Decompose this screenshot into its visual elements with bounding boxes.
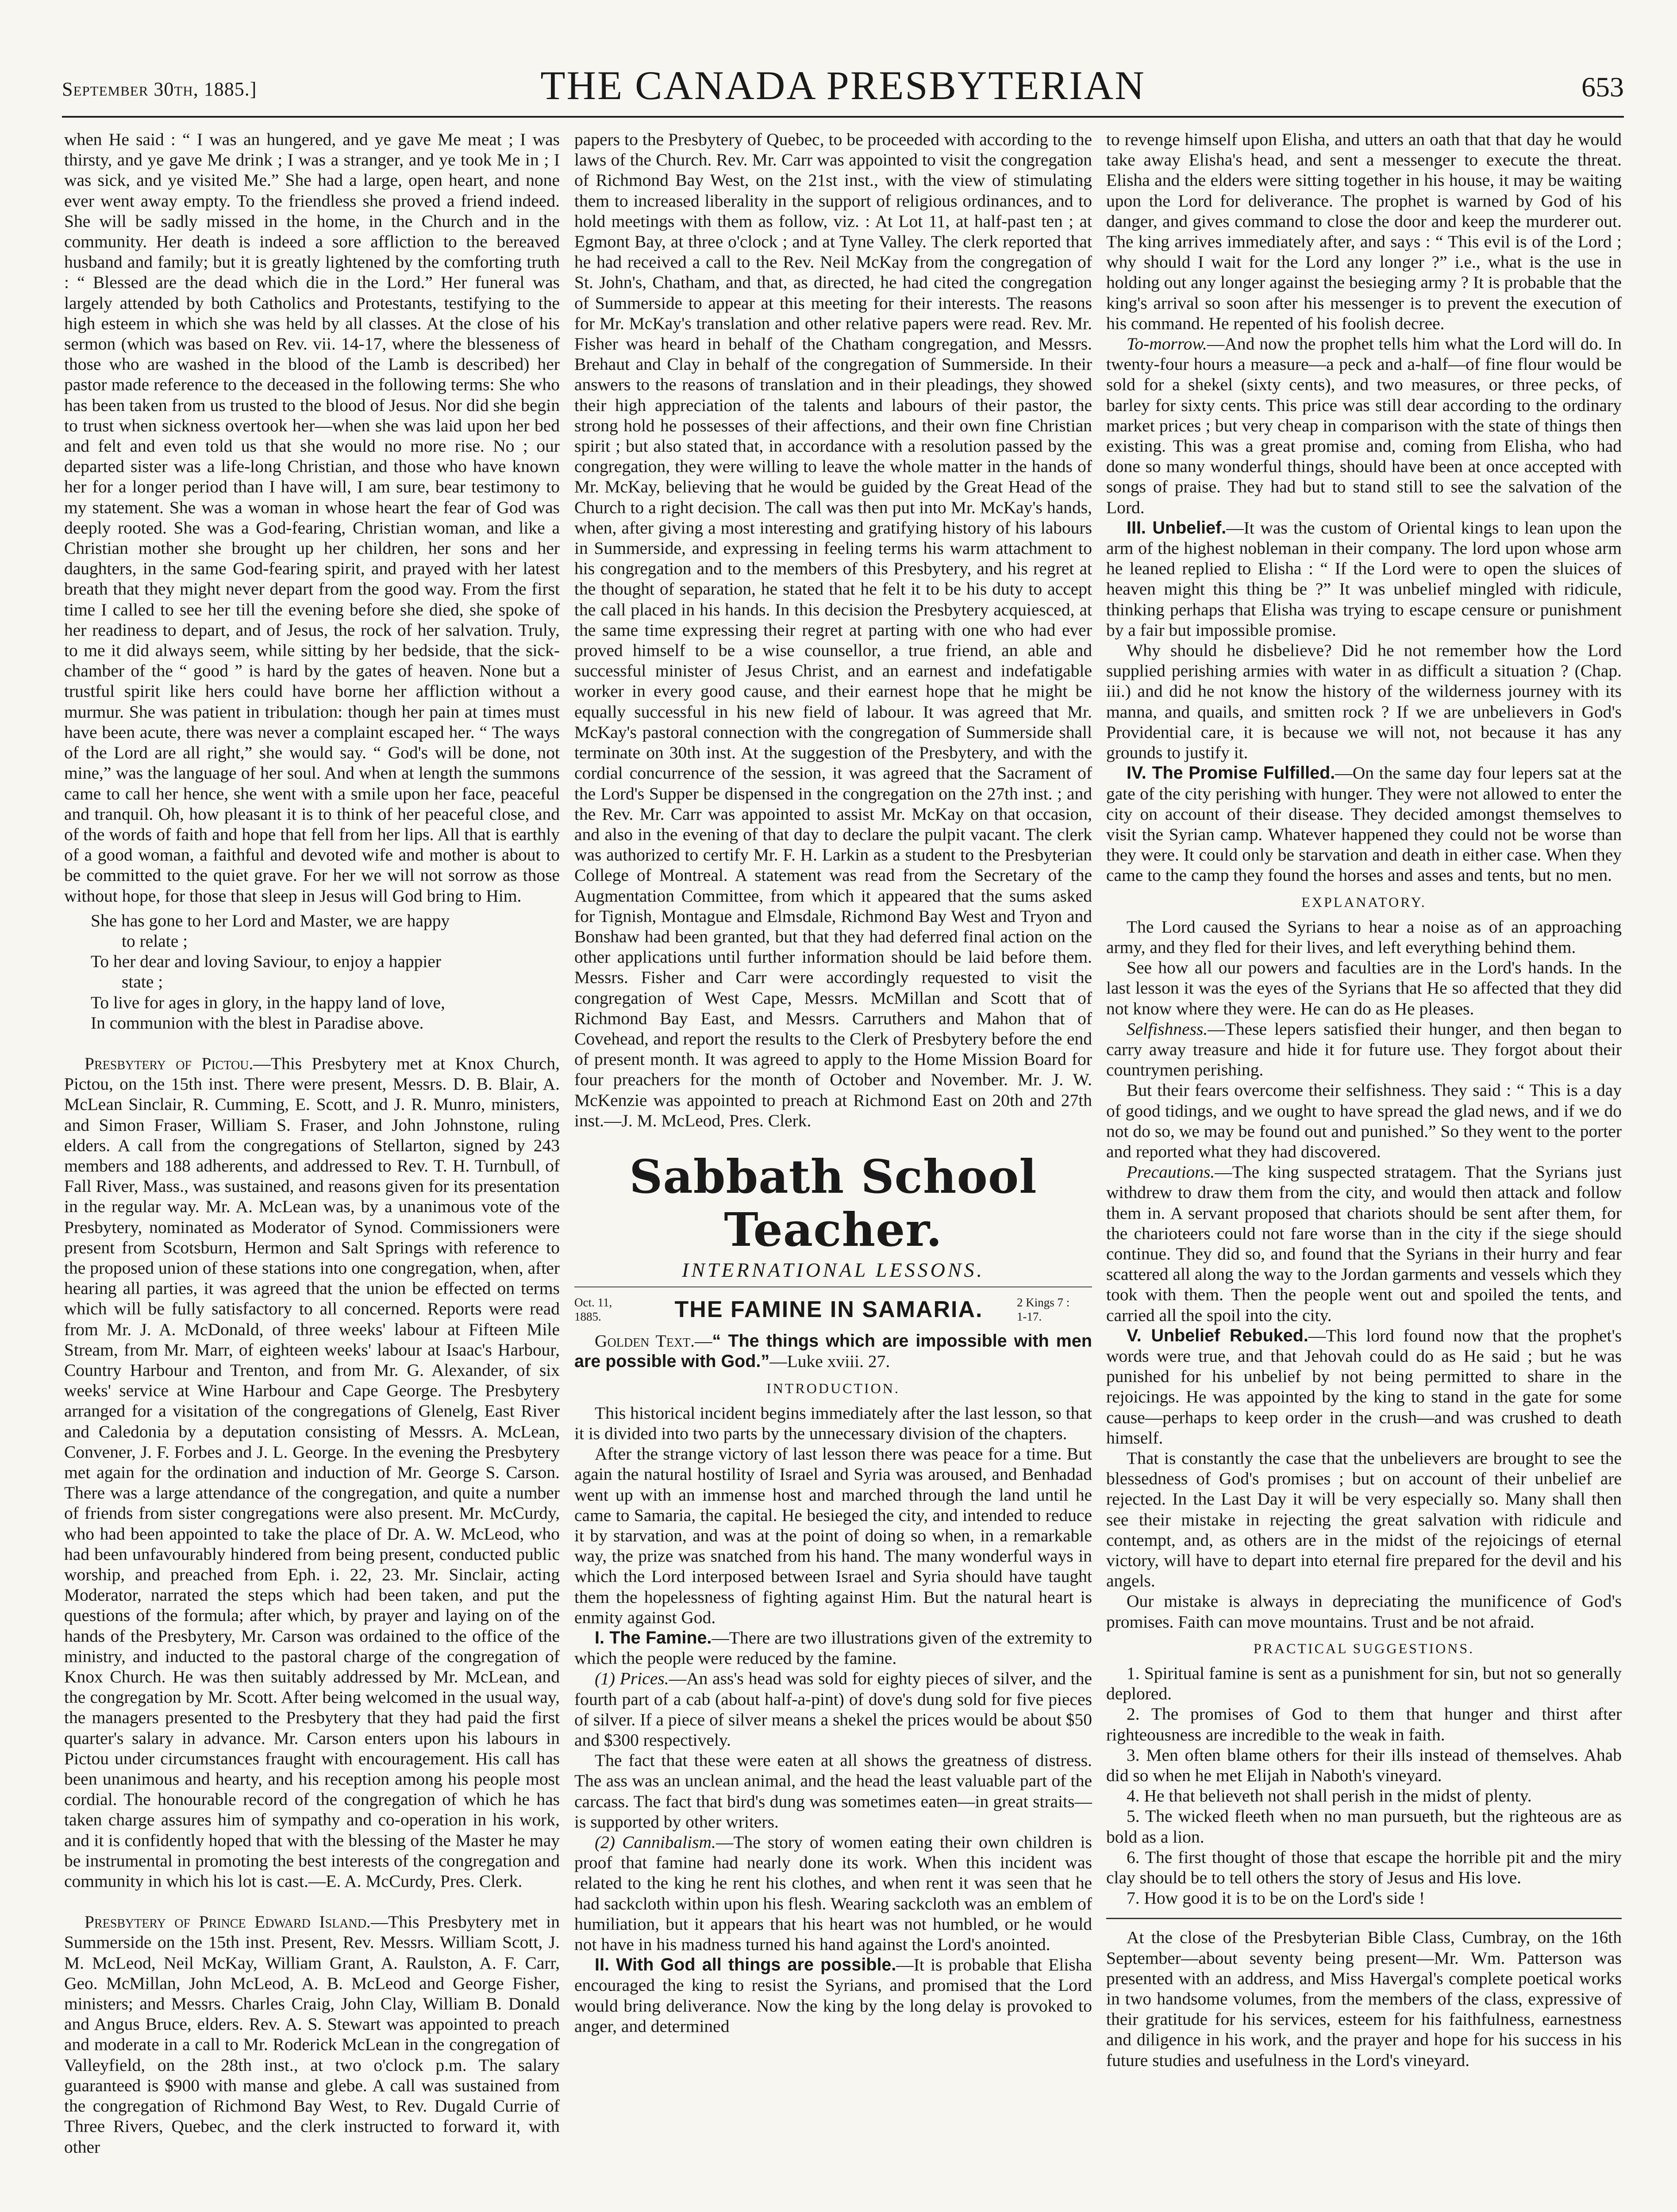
lesson-continued: to revenge himself upon Elisha, and utters an oath that that day he would take away Elisha's head, and sent a messenger to execute the threat. Elisha and the elders were sitting together in his house, it may be waiting upon the Lord for deliverance. The prophet is warned by God of his danger, and gives command to close the door and keep the murderer out. The king arrives immediately after, and says : “ This evil is of the Lord ; why should I wait for the Lord any longer ?” i.e., what is the use in holding out any longer against the besieging army ? It is probable that the king's arrival so soon after his messenger is to prevent the execution of his command. He repented of his foolish decree. — [1106, 130, 1622, 333]
explanatory-paragraph: See how all our powers and faculties are in the Lord's hands. In the last lesson it was the eyes of the Syrians that He so affected that they did not know where they were. He can do as He pleases. — [1106, 958, 1622, 1018]
memorial-poem — [64, 910, 560, 1033]
international-lessons-heading: INTERNATIONAL LESSONS. — [681, 1258, 985, 1281]
pei-heading: Presbytery of Prince Edward Island. — [85, 1912, 371, 1932]
explanatory-heading: EXPLANATORY. — [1301, 894, 1427, 910]
unbelief-text: —It was the custom of Oriental kings to lean upon the arm of the highest nobleman in their company. The lord upon whose arm he leaned replied to Elisha : “ If the Lord were to open the sluices of heaven might this thing be ?” It was unbelief mingled with ridicule, thinking perhaps that Elisha was trying to escape censure or punishment by a fair but impossible promise. — [1106, 518, 1622, 640]
intro-paragraph: This historical incident begins immediately after the last lesson, so that it is divided into two parts by the unnecessary division of the chapters. — [574, 1403, 1092, 1443]
pei-text: —This Presbytery met in Summerside on the 15th inst. Present, Rev. Messrs. William Scott, J. M. McLeod, Neil McKay, William Grant, A. Raulston, A. F. Carr, Geo. McMillan, John McLeod, A. B. McLeod and George Fisher, ministers; and Messrs. Charles Craig, John Clay, William B. Donald and Angus Bruce, elders. Rev. A. S. Stewart was appointed to preach and moderate in a call to Mr. Roderick McLean in the congregation of Valleyfield, on the 28th inst., at two o'clock p.m. The salary guaranteed is $900 with manse and glebe. A call was sustained from the congregation of Richmond Bay West, to Rev. Dugald Currie of Three Rivers, Quebec, and the clerk instructed to forward it, with other — [64, 1912, 560, 2157]
column-2 — [574, 129, 1092, 2036]
unbelief-heading: III. Unbelief. — [1127, 518, 1227, 538]
page-header — [62, 53, 1624, 115]
cannibalism-heading: (2) Cannibalism. — [595, 1832, 716, 1852]
lesson-title: THE FAMINE IN SAMARIA. — [674, 1297, 983, 1323]
golden-text — [574, 1331, 1092, 1371]
precautions-text: —The king suspected stratagem. That the Syrians just withdrew to draw them from the city, and would then attack and follow them in. A servant proposed that chariots should be sent after them, for the charioteers could not fare worse than in the city if the siege should continue. They did so, and found that the Syrians in their hurry and fear scattered all along the way to the Jordan garments and vessels which they took with them. Then the people went out and spoiled the tents, and carried all the spoil into the city. — [1106, 1162, 1622, 1325]
selfishness-paragraph — [1106, 1019, 1622, 1080]
why-paragraph: Why should he disbelieve? Did he not remember how the Lord supplied perishing armies with water in as difficult a situation ? (Chap. iii.) and did he not know the history of the wilderness journey with its manna, and quails, and smitten rock ? If we are unbelievers in God's Providential care, it is because we will not, not because it has any grounds to justify it. — [1106, 641, 1622, 763]
lesson-date-line: Oct. 11, — [574, 1296, 612, 1310]
fact-paragraph: The fact that these were eaten at all shows the greatness of distress. The ass was an unclean animal, and the head the least valuable part of the carcass. The fact that bird's dung was sometimes eaten—in great straits—is supported by other writers. — [574, 1751, 1092, 1832]
famine-paragraph — [574, 1628, 1092, 1668]
cannibalism-text: —The story of women eating their own children is proof that famine had nearly done its work. When this incident was related to the king he rent his clothes, and when rent it was seen that he had sackcloth within upon his flesh. Wearing sackcloth was an emblem of humiliation, but it appears that his heart was not humbled, or he would not have in his madness turned his hand against the Lord's anointed. — [574, 1832, 1092, 1955]
poem-line: To live for ages in glory, in the happy land of love, — [91, 992, 445, 1012]
pictou-report — [64, 1053, 560, 1891]
introduction-heading: INTRODUCTION. — [766, 1380, 900, 1396]
divider — [1106, 1918, 1622, 1919]
issue-date: September 30th, 1885.] — [62, 78, 257, 100]
god-possible-text: —It is probable that Elisha encouraged the king to resist the Syrians, and promised that the Lord would bring deliverance. Now the king by the long delay is provoked to anger, and determined — [574, 1955, 1092, 2036]
tomorrow-paragraph — [1106, 334, 1622, 518]
rebuked-text: —This lord found now that the prophet's words were true, and that Jehovah could do as He said ; but he was punished for his unbelief by not being permitted to share in the rejoicings. He was appointed by the king to stand in the gate for some cause—perhaps to keep order in the crush—and was crushed to death himself. — [1106, 1325, 1622, 1448]
famine-text: —There are two illustrations given of the extremity to which the people were reduced by the famine. — [574, 1628, 1092, 1668]
rebuked-heading: V. Unbelief Rebuked. — [1127, 1325, 1308, 1345]
lesson-scripture-ref — [1017, 1295, 1092, 1324]
prices-heading: (1) Prices. — [595, 1669, 669, 1689]
page-number: 653 — [1581, 71, 1624, 103]
pictou-heading: Presbytery of Pictou. — [85, 1053, 254, 1073]
obituary-text: when He said : “ I was an hungered, and ye gave Me meat ; I was thirsty, and ye gave Me drink ; I was a stranger, and ye took Me in ; I was sick, and ye visited Me.” She had a large, open heart, and none ever went away empty. To the friendless she proved a friend indeed. She will be sadly missed in the home, in the Church and in the community. Her death is indeed a sore affliction to the bereaved husband and family; but it is greatly lightened by the comforting truth : “ Blessed are the dead which die in the Lord.” Her funeral was largely attended by both Catholics and Protestants, testifying to the high esteem in which she was held by all classes. At the close of his sermon (which was based on Rev. vii. 14-17, where the blesseness of those who are washed in the blood of the Lamb is described) her pastor made reference to the deceased in the following terms: She who has been taken from us trusted to the blood of Jesus. Nor did she begin to trust when sickness overtook her—when she was laid upon her bed and felt and even told us that she would no more rise. No ; our departed sister was a life-long Christian, and those who have known her for a longer period than I have will, I am sure, bear testimony to my statement. She was a woman in whose heart the fear of God was deeply rooted. She was a God-fearing, Christian woman, and like a Christian mother she brought up her children, her sons and her daughters, in the same God-fearing spirit, and prayed with her latest breath that they might never depart from the good way. From the first time I called to see her till the evening before she died, she spoke of her readiness to depart, and of Jesus, the rock of her salvation. Truly, to me it did always seem, while sitting by her bedside, that the sick-chamber of the “ good ” is hard by the gates of heaven. None but a trustful spirit like hers could have borne her affliction without a murmur. She was patient in tribulation: though her pain at times must have been acute, there was never a complaint escaped her. “ The ways of the Lord are all right,” she would say. “ God's will be done, not mine,” was the language of her soul. And when at length the summons came to call her hence, she went with a smile upon her face, peaceful and tranquil. Oh, how pleasant it is to think of her peaceful close, and of the words of faith and hope that fell from her lips. All that is earthly of a good woman, a faithful and devoted wife and mother is about to be committed to the quiet grave. For her we will not sorrow as those without hope, for those that sleep in Jesus will God bring to Him. — [64, 130, 560, 906]
promise-paragraph — [1106, 763, 1622, 885]
list-item: 2. The promises of God to them that hunger and thirst after righteousness are incredible to the weak in faith. — [1106, 1704, 1622, 1744]
precautions-heading: Precautions. — [1127, 1162, 1215, 1182]
selfishness-heading: Selfishness. — [1127, 1019, 1208, 1039]
lesson-date — [574, 1295, 641, 1324]
bible-class-notice: At the close of the Presbyterian Bible Class, Cumbray, on the 16th September—about seventy being present—Mr. Wm. Patterson was presented with an address, and Miss Havergal's complete poetical works in two handsome volumes, from the members of the class, expressive of their gratitude for his services, esteem for his faithfulness, earnestness and diligence in his work, and the prayer and hope for his success in his future studies and usefulness in the Lord's vineyard. — [1106, 1928, 1622, 2070]
god-possible-paragraph — [574, 1955, 1092, 2036]
tomorrow-heading: To-morrow. — [1127, 334, 1207, 354]
column-3 — [1106, 129, 1622, 2070]
lesson-header — [574, 1295, 1092, 1324]
unbelief-paragraph — [1106, 518, 1622, 640]
poem-line: She has gone to her Lord and Master, we are happy — [91, 910, 450, 930]
list-item: 7. How good it is to be on the Lord's side ! — [1127, 1888, 1425, 1908]
golden-text-quote: “ The things which are impossible with men are possible with God.” — [574, 1331, 1092, 1371]
cannibalism-paragraph — [574, 1832, 1092, 1955]
masthead-title: THE CANADA PRESBYTERIAN — [540, 63, 1146, 108]
rebuked-paragraph — [1106, 1325, 1622, 1448]
tomorrow-text: —And now the prophet tells him what the Lord will do. In twenty-four hours a measure—a peck and a-half—of fine flour would be sold for a shekel (sixty cents), and two measures, or three pecks, of barley for sixty cents. This price was still dear according to the ordinary market prices ; but very cheap in comparison with the state of things then existing. This was a great promise and, coming from Elisha, who had done so many wonderful things, should have been at once accepted with songs of praise. They had but to stand still to see the salvation of the Lord. — [1106, 334, 1622, 517]
mistake-paragraph: Our mistake is always in depreciating the munificence of God's promises. Faith can move mountains. Trust and be not afraid. — [1106, 1591, 1622, 1632]
promise-text: —On the same day four lepers sat at the gate of the city perishing with hunger. They were not allowed to enter the city on account of their disease. They decided amongst themselves to visit the Syrian camp. Whatever happened they could not be worse than they were. It could only be starvation and death in either case. When they came to the camp they found the horses and asses and tents, but no men. — [1106, 763, 1622, 885]
lesson-ref-line: 1-17. — [1017, 1310, 1042, 1324]
list-item: 5. The wicked fleeth when no man pursueth, but the righteous are as bold as a lion. — [1106, 1806, 1622, 1847]
header-rule — [62, 116, 1624, 118]
pei-continued: papers to the Presbytery of Quebec, to be proceeded with according to the laws of the Church. Rev. Mr. Carr was appointed to visit the congregation of Richmond Bay West, on the 21st inst., with the view of stimulating them to increased liberality in the support of religious ordinances, and to hold meetings with them as follow, viz. : At Lot 11, at half-past ten ; at Egmont Bay, at three o'clock ; and at Tyne Valley. The clerk reported that he had received a call to the Rev. Neil McKay from the congregation of St. John's, Chatham, and that, as directed, he had cited the congregation of Summerside to appear at this meeting for their interests. The reasons for Mr. McKay's translation and other relative papers were read. Rev. Mr. Fisher was heard in behalf of the Chatham congregation, and Messrs. Brehaut and Clay in behalf of the congregation of Summerside. In their answers to the reasons of translation and in their pleadings, they showed their high appreciation of the talents and labours of their pastor, the strong hold he possesses of their affections, and their own fine Christian spirit ; but also stated that, in accordance with a resolution passed by the congregation, they were willing to leave the whole matter in the hands of Mr. McKay, believing that he would be guided by the Great Head of the Church to a right decision. The call was then put into Mr. McKay's hands, when, after giving a most interesting and gratifying history of his labours in Summerside, and expressing in feeling terms his warm attachment to his congregation and to the members of this Presbytery, and his regret at the thought of separation, he stated that he felt it to be his duty to accept the call placed in his hands. In this decision the Presbytery acquiesced, at the same time expressing their regret at parting with one who had ever proved himself to be a wise counsellor, a true friend, an able and successful minister of Jesus Christ, and an earnest and indefatigable worker in every good cause, and their earnest hope that he might be equally successful in his new field of labour. It was agreed that Mr. McKay's pastoral connection with the congregation of Summerside shall terminate on 30th inst. At the suggestion of the Presbytery, and with the cordial concurrence of the session, it was agreed that the Sacrament of the Lord's Supper be dispensed in the congregation on the 27th inst. ; and the Rev. Mr. Carr was appointed to assist Mr. McKay on that occasion, and also in the evening of that day to declare the pulpit vacant. The clerk was authorized to certify Mr. F. H. Larkin as a student to the Presbyterian College of Montreal. A statement was read from the Secretary of the Augmentation Committee, from which it appeared that the sums asked for Tignish, Montague and Elmsdale, Richmond Bay West and Tryon and Bonshaw had been granted, but that they had deferred final action on the other applications until further information should be laid before them. Messrs. Fisher and Carr were accordingly requested to visit the congregation of West Cape, Messrs. McMillan and Scott that of Richmond Bay East, and Messrs. Carruthers and Mahon that of Covehead, and report the results to the Clerk of Presbytery before the end of present month. It was agreed to apply to the Home Mission Board for four preachers for the month of October and November. Mr. J. W. McKenzie was appointed to preach at Richmond East on 20th and 27th inst.—J. M. McLeod, Pres. Clerk. — [574, 130, 1092, 1130]
golden-text-ref: —Luke xviii. 27. — [769, 1352, 890, 1371]
promise-heading: IV. The Promise Fulfilled. — [1127, 763, 1335, 783]
pei-report — [64, 1912, 560, 2157]
intro-paragraph: After the strange victory of last lesson there was peace for a time. But again the natural hostility of Israel and Syria was aroused, and Benhadad went up with an immense host and marched through the land until he came to Samaria, the capital. He besieged the city, and intended to reduce it by starvation, and was at the point of doing so when, in a remarkable way, the prize was snatched from his hand. The many wonderful ways in which the Lord interposed between Israel and Syria should have taught them the hopelessness of fighting against Him. But the natural heart is enmity against God. — [574, 1444, 1092, 1627]
lesson-ref-line: 2 Kings 7 : — [1017, 1296, 1070, 1310]
selfishness-text: —These lepers satisfied their hunger, and then began to carry away treasure and hide it for future use. They forgot about their countrymen perishing. — [1106, 1019, 1622, 1080]
explanatory-paragraph: The Lord caused the Syrians to hear a noise as of an approaching army, and they fled for their lives, and left everything behind them. — [1106, 917, 1622, 957]
poem-line: To her dear and loving Saviour, to enjoy a happier — [91, 952, 442, 972]
famine-heading: I. The Famine. — [595, 1628, 712, 1647]
list-item: 6. The first thought of those that escape the horrible pit and the miry clay should be to tell others the story of Jesus and His love. — [1106, 1847, 1622, 1888]
list-item: 1. Spiritual famine is sent as a punishment for sin, but not so generally deplored. — [1106, 1663, 1622, 1704]
fears-paragraph: But their fears overcome their selfishness. They said : “ This is a day of good tidings, and we ought to have spread the glad news, and if we do not do so, we may be found out and punished.” So they went to the porter and reported what they had discovered. — [1106, 1080, 1622, 1161]
pictou-text: —This Presbytery met at Knox Church, Pictou, on the 15th inst. There were present, Messrs. D. B. Blair, A. McLean Sinclair, R. Cumming, E. Scott, and J. R. Munro, ministers, and Simon Fraser, William S. Fraser, and John Johnstone, ruling elders. A call from the congregations of Stellarton, signed by 243 members and 188 adherents, and addressed to Rev. T. H. Turnbull, of Fall River, Mass., was sustained, and reasons given for its presentation in the regular way. Mr. A. McLean was, by a unanimous vote of the Presbytery, nominated as Moderator of Synod. Commissioners were present from Scotsburn, Hermon and Salt Springs with reference to the proposed union of these stations into one congregation, when, after hearing all parties, it was agreed that the union be effected on terms which will be fully satisfactory to all concerned. Reports were read from Mr. J. A. McDonald, of three weeks' labour at Fifteen Mile Stream, from Mr. Marr, of eighteen weeks' labour at Isaac's Harbour, Country Harbour and Trenton, and from Mr. G. Alexander, of six weeks' service at Wine Harbour and Cape George. The Presbytery arranged for a visitation of the congregations of Glenelg, East River and Caledonia by a deputation consisting of Messrs. A. McLean, Convener, J. F. Forbes and J. L. George. In the evening the Presbytery met again for the ordination and induction of Mr. George S. Carson. There was a large attendance of the congregation, and quite a number of friends from sister congregations were also present. Mr. McCurdy, who had been appointed to take the place of Dr. A. W. McLeod, who had been unfavourably hindered from being present, conducted public worship, and preached from Eph. i. 22, 23. Mr. Sinclair, acting Moderator, narrated the steps which had been taken, and put the questions of the formula; after which, by prayer and laying on of the hands of the Presbytery, Mr. Carson was ordained to the office of the ministry, and inducted to the pastoral charge of the congregation of Knox Church. He was then suitably addressed by Mr. McLean, and the congregation by Mr. Scott. After being welcomed in the usual way, the managers presented to the Presbytery that they had paid the first quarter's salary in advance. Mr. Carson enters upon his labours in Pictou under circumstances fraught with encouragement. His call has been unanimous and hearty, and his reception among his people most cordial. The honourable record of the congregation of which he has taken charge assures him of sympathy and co-operation in his work, and it is confidently hoped that with the blessing of the Master he may be instrumental in promoting the best interests of the congregation and community in which his lot is cast.—E. A. McCurdy, Pres. Clerk. — [64, 1053, 560, 1891]
prices-text: —An ass's head was sold for eighty pieces of silver, and the fourth part of a cab (about half-a-pint) of dove's dung sold for five pieces of silver. If a piece of silver means a shekel the prices would be about $50 and $300 respectively. — [574, 1669, 1092, 1750]
poem-line: to relate ; — [122, 931, 188, 951]
section-title: Sabbath School Teacher. — [629, 1149, 1037, 1257]
list-item: 3. Men often blame others for their ills instead of themselves. Ahab did so when he met Elijah in Naboth's vineyard. — [1106, 1745, 1622, 1786]
god-possible-heading: II. With God all things are possible. — [595, 1955, 896, 1975]
poem-line: In communion with the blest in Paradise above. — [91, 1013, 424, 1033]
suggestions-list — [1106, 1663, 1622, 1908]
prices-paragraph — [574, 1668, 1092, 1750]
list-item: 4. He that believeth not shall perish in the midst of plenty. — [1127, 1786, 1532, 1806]
precautions-paragraph — [1106, 1162, 1622, 1325]
contrast-paragraph: That is constantly the case that the unbelievers are brought to see the blessedness of God's promises ; but on account of their unbelief are rejected. In the Last Day it will be very especially so. Many shall then see their mistake in rejecting the great salvation with ridicule and contempt, and, as others are in the midst of the rejoicings of eternal victory, will have to depart into eternal fire prepared for the devil and his angels. — [1106, 1448, 1622, 1591]
divider — [574, 1286, 1092, 1287]
poem-line: state ; — [122, 972, 163, 992]
golden-text-label: Golden Text.— — [595, 1331, 712, 1351]
practical-suggestions-heading: PRACTICAL SUGGESTIONS. — [1253, 1640, 1475, 1656]
column-1 — [64, 129, 560, 2157]
lesson-date-line: 1885. — [574, 1310, 601, 1324]
